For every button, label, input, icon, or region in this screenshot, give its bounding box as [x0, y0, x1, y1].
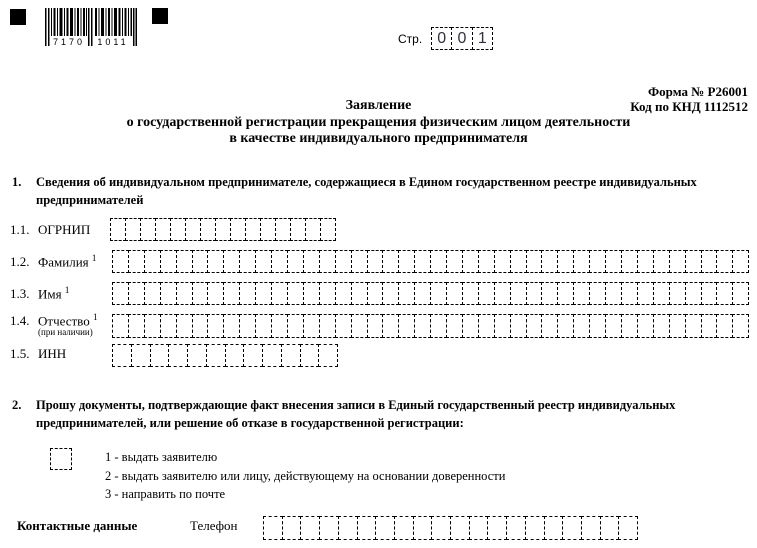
- ogrnip-cell[interactable]: [215, 218, 231, 241]
- surname-cell[interactable]: [303, 250, 320, 273]
- patronymic-cell[interactable]: [398, 314, 415, 338]
- name-cell[interactable]: [255, 282, 272, 305]
- phone-cell[interactable]: [282, 516, 302, 540]
- patronymic-cell[interactable]: [128, 314, 145, 338]
- phone-cell[interactable]: [487, 516, 507, 540]
- name-cell[interactable]: [335, 282, 352, 305]
- surname-cell[interactable]: [367, 250, 384, 273]
- phone-cell[interactable]: [544, 516, 564, 540]
- surname-cell[interactable]: [685, 250, 702, 273]
- patronymic-cell[interactable]: [494, 314, 511, 338]
- patronymic-cell[interactable]: [621, 314, 638, 338]
- ogrnip-cell[interactable]: [125, 218, 141, 241]
- surname-cell[interactable]: [335, 250, 352, 273]
- surname-cell[interactable]: [382, 250, 399, 273]
- ogrnip-cell[interactable]: [245, 218, 261, 241]
- patronymic-cell[interactable]: [223, 314, 240, 338]
- surname-cell[interactable]: [160, 250, 177, 273]
- name-input-row[interactable]: [112, 282, 749, 305]
- section-2-text: Прошу документы, подтверждающие факт внесения записи в Единый государственный реестр индивидуальных предпринимателей, или решение об отказе в государственной регистрации:: [36, 398, 676, 430]
- ogrnip-cell[interactable]: [140, 218, 156, 241]
- surname-input-row[interactable]: [112, 250, 749, 273]
- patronymic-cell[interactable]: [144, 314, 161, 338]
- patronymic-cell[interactable]: [573, 314, 590, 338]
- ogrnip-cell[interactable]: [275, 218, 291, 241]
- field-label-ogrnip: [10, 222, 90, 238]
- delivery-option-2: 2 - выдать заявителю или лицу, действующему на основании доверенности: [105, 468, 506, 483]
- patronymic-cell[interactable]: [589, 314, 606, 338]
- surname-cell[interactable]: [430, 250, 447, 273]
- registration-mark-right: [152, 8, 168, 24]
- patronymic-cell[interactable]: [303, 314, 320, 338]
- barcode-digits-left: 7170: [52, 37, 86, 46]
- field-title: Фамилия: [38, 254, 89, 270]
- footnote-marker: 1: [91, 253, 97, 263]
- page-number-cell: 1: [472, 27, 493, 50]
- name-cell[interactable]: [541, 282, 558, 305]
- patronymic-cell[interactable]: [478, 314, 495, 338]
- phone-cell[interactable]: [431, 516, 451, 540]
- page-number-cells: [431, 27, 493, 50]
- patronymic-cell[interactable]: [701, 314, 718, 338]
- phone-label: Телефон: [190, 518, 238, 533]
- field-title: ОГРНИП: [38, 222, 91, 237]
- footnote-marker: 1: [92, 312, 98, 322]
- barcode-digits-right: 1011: [97, 37, 129, 46]
- phone-cell[interactable]: [450, 516, 470, 540]
- ogrnip-cell[interactable]: [185, 218, 201, 241]
- surname-cell[interactable]: [669, 250, 686, 273]
- surname-cell[interactable]: [732, 250, 749, 273]
- inn-cell[interactable]: [262, 344, 282, 367]
- inn-input-row[interactable]: [112, 344, 338, 367]
- phone-cell[interactable]: [600, 516, 620, 540]
- inn-cell[interactable]: [168, 344, 188, 367]
- patronymic-cell[interactable]: [160, 314, 177, 338]
- name-cell[interactable]: [128, 282, 145, 305]
- name-cell[interactable]: [557, 282, 574, 305]
- ogrnip-cell[interactable]: [230, 218, 246, 241]
- patronymic-cell[interactable]: [239, 314, 256, 338]
- section-1-heading: [12, 173, 748, 209]
- surname-cell[interactable]: [176, 250, 193, 273]
- section-2-number: 2.: [12, 398, 22, 412]
- surname-cell[interactable]: [446, 250, 463, 273]
- patronymic-cell[interactable]: [526, 314, 543, 338]
- phone-cell[interactable]: [469, 516, 489, 540]
- phone-cell[interactable]: [338, 516, 358, 540]
- name-cell[interactable]: [398, 282, 415, 305]
- page-number-label: Стр.: [398, 32, 423, 46]
- phone-input-row[interactable]: [263, 516, 638, 540]
- patronymic-cell[interactable]: [176, 314, 193, 338]
- surname-cell[interactable]: [207, 250, 224, 273]
- inn-cell[interactable]: [187, 344, 207, 367]
- patronymic-cell[interactable]: [335, 314, 352, 338]
- ogrnip-input-row[interactable]: [110, 218, 336, 241]
- name-cell[interactable]: [144, 282, 161, 305]
- phone-cell[interactable]: [525, 516, 545, 540]
- name-cell[interactable]: [510, 282, 527, 305]
- surname-cell[interactable]: [398, 250, 415, 273]
- name-cell[interactable]: [605, 282, 622, 305]
- name-cell[interactable]: [223, 282, 240, 305]
- phone-cell[interactable]: [562, 516, 582, 540]
- name-cell[interactable]: [494, 282, 511, 305]
- phone-cell[interactable]: [506, 516, 526, 540]
- surname-cell[interactable]: [605, 250, 622, 273]
- contacts-label: Контактные данные: [17, 518, 138, 533]
- form-title: [0, 98, 757, 148]
- inn-cell[interactable]: [300, 344, 320, 367]
- surname-cell[interactable]: [128, 250, 145, 273]
- name-cell[interactable]: [526, 282, 543, 305]
- name-cell[interactable]: [637, 282, 654, 305]
- surname-cell[interactable]: [144, 250, 161, 273]
- surname-cell[interactable]: [557, 250, 574, 273]
- patronymic-cell[interactable]: [557, 314, 574, 338]
- section-2-heading: [12, 396, 748, 432]
- surname-cell[interactable]: [510, 250, 527, 273]
- patronymic-cell[interactable]: [255, 314, 272, 338]
- patronymic-cell[interactable]: [541, 314, 558, 338]
- phone-cell[interactable]: [357, 516, 377, 540]
- section-1-text: Сведения об индивидуальном предпринимателе, содержащиеся в Едином государственном реестре индивидуальных предпринимателей: [36, 175, 697, 207]
- inn-cell[interactable]: [206, 344, 226, 367]
- patronymic-cell[interactable]: [637, 314, 654, 338]
- patronymic-cell[interactable]: [605, 314, 622, 338]
- name-cell[interactable]: [271, 282, 288, 305]
- patronymic-cell[interactable]: [430, 314, 447, 338]
- patronymic-cell[interactable]: [271, 314, 288, 338]
- name-cell[interactable]: [160, 282, 177, 305]
- patronymic-cell[interactable]: [207, 314, 224, 338]
- patronymic-cell[interactable]: [716, 314, 733, 338]
- name-cell[interactable]: [239, 282, 256, 305]
- name-cell[interactable]: [716, 282, 733, 305]
- inn-cell[interactable]: [112, 344, 132, 367]
- name-cell[interactable]: [589, 282, 606, 305]
- registration-mark-left: [10, 9, 26, 25]
- ogrnip-cell[interactable]: [110, 218, 126, 241]
- surname-cell[interactable]: [239, 250, 256, 273]
- field-label-name: [10, 285, 69, 302]
- patronymic-cell[interactable]: [367, 314, 384, 338]
- delivery-options: [105, 448, 505, 504]
- name-cell[interactable]: [382, 282, 399, 305]
- field-number: 1.1.: [10, 222, 30, 237]
- page-number-cell: 0: [451, 27, 472, 50]
- title-line-1: Заявление: [345, 98, 412, 113]
- surname-cell[interactable]: [319, 250, 336, 273]
- ogrnip-cell[interactable]: [170, 218, 186, 241]
- inn-cell[interactable]: [225, 344, 245, 367]
- surname-cell[interactable]: [112, 250, 129, 273]
- ogrnip-cell[interactable]: [155, 218, 171, 241]
- name-cell[interactable]: [414, 282, 431, 305]
- title-line-2: о государственной регистрации прекращения физическим лицом деятельности: [126, 114, 631, 130]
- patronymic-cell[interactable]: [685, 314, 702, 338]
- name-cell[interactable]: [669, 282, 686, 305]
- delivery-method-checkbox[interactable]: [50, 448, 72, 470]
- surname-cell[interactable]: [573, 250, 590, 273]
- phone-cell[interactable]: [375, 516, 395, 540]
- footnote-marker: 1: [64, 285, 70, 295]
- inn-cell[interactable]: [281, 344, 301, 367]
- patronymic-cell[interactable]: [510, 314, 527, 338]
- name-cell[interactable]: [430, 282, 447, 305]
- name-cell[interactable]: [319, 282, 336, 305]
- name-cell[interactable]: [303, 282, 320, 305]
- name-cell[interactable]: [573, 282, 590, 305]
- phone-cell[interactable]: [618, 516, 638, 540]
- field-number: 1.2.: [10, 254, 30, 270]
- name-cell[interactable]: [207, 282, 224, 305]
- field-label-inn: [10, 346, 66, 362]
- phone-cell[interactable]: [263, 516, 283, 540]
- name-cell[interactable]: [446, 282, 463, 305]
- knd-code: Код по КНД 1112512: [630, 99, 748, 114]
- name-cell[interactable]: [462, 282, 479, 305]
- barcode-image: [45, 8, 137, 46]
- inn-cell[interactable]: [150, 344, 170, 367]
- surname-cell[interactable]: [541, 250, 558, 273]
- surname-cell[interactable]: [653, 250, 670, 273]
- name-cell[interactable]: [351, 282, 368, 305]
- name-cell[interactable]: [701, 282, 718, 305]
- surname-cell[interactable]: [621, 250, 638, 273]
- name-cell[interactable]: [192, 282, 209, 305]
- inn-cell[interactable]: [131, 344, 151, 367]
- name-cell[interactable]: [653, 282, 670, 305]
- name-cell[interactable]: [287, 282, 304, 305]
- ogrnip-cell[interactable]: [260, 218, 276, 241]
- surname-cell[interactable]: [462, 250, 479, 273]
- section-1-number: 1.: [12, 175, 22, 189]
- field-number: 1.4.: [10, 313, 30, 329]
- surname-cell[interactable]: [223, 250, 240, 273]
- ogrnip-cell[interactable]: [200, 218, 216, 241]
- field-title: ИНН: [38, 346, 67, 361]
- surname-cell[interactable]: [701, 250, 718, 273]
- surname-cell[interactable]: [351, 250, 368, 273]
- patronymic-cell[interactable]: [319, 314, 336, 338]
- phone-cell[interactable]: [300, 516, 320, 540]
- patronymic-cell[interactable]: [653, 314, 670, 338]
- ogrnip-cell[interactable]: [320, 218, 336, 241]
- surname-cell[interactable]: [271, 250, 288, 273]
- name-cell[interactable]: [367, 282, 384, 305]
- surname-cell[interactable]: [255, 250, 272, 273]
- field-title: Отчество: [38, 313, 90, 329]
- name-cell[interactable]: [621, 282, 638, 305]
- surname-cell[interactable]: [526, 250, 543, 273]
- surname-cell[interactable]: [192, 250, 209, 273]
- delivery-option-1: 1 - выдать заявителю: [105, 450, 218, 464]
- title-line-3: в качестве индивидуального предпринимателя: [229, 131, 528, 146]
- patronymic-cell[interactable]: [382, 314, 399, 338]
- patronymic-cell[interactable]: [462, 314, 479, 338]
- patronymic-cell[interactable]: [287, 314, 304, 338]
- inn-cell[interactable]: [243, 344, 263, 367]
- form-barcode: [45, 8, 137, 46]
- page-number-cell: 0: [431, 27, 452, 50]
- phone-cell[interactable]: [394, 516, 414, 540]
- delivery-option-3: 3 - направить по почте: [105, 487, 226, 501]
- patronymic-cell[interactable]: [669, 314, 686, 338]
- surname-cell[interactable]: [716, 250, 733, 273]
- field-number: 1.5.: [10, 346, 30, 361]
- phone-cell[interactable]: [413, 516, 433, 540]
- patronymic-cell[interactable]: [732, 314, 749, 338]
- inn-cell[interactable]: [318, 344, 338, 367]
- patronymic-cell[interactable]: [112, 314, 129, 338]
- patronymic-cell[interactable]: [192, 314, 209, 338]
- surname-cell[interactable]: [494, 250, 511, 273]
- surname-cell[interactable]: [637, 250, 654, 273]
- surname-cell[interactable]: [287, 250, 304, 273]
- field-label-surname: [10, 253, 96, 270]
- name-cell[interactable]: [112, 282, 129, 305]
- phone-cell[interactable]: [581, 516, 601, 540]
- patronymic-input-row[interactable]: [112, 314, 749, 338]
- patronymic-cell[interactable]: [414, 314, 431, 338]
- name-cell[interactable]: [176, 282, 193, 305]
- phone-cell[interactable]: [319, 516, 339, 540]
- name-cell[interactable]: [732, 282, 749, 305]
- ogrnip-cell[interactable]: [290, 218, 306, 241]
- patronymic-cell[interactable]: [351, 314, 368, 338]
- name-cell[interactable]: [478, 282, 495, 305]
- field-note-patronymic: (при наличии): [38, 327, 93, 337]
- form-number: Форма № Р26001: [648, 84, 748, 99]
- field-number: 1.3.: [10, 286, 30, 302]
- name-cell[interactable]: [685, 282, 702, 305]
- surname-cell[interactable]: [478, 250, 495, 273]
- ogrnip-cell[interactable]: [305, 218, 321, 241]
- field-title: Имя: [38, 286, 62, 302]
- surname-cell[interactable]: [414, 250, 431, 273]
- surname-cell[interactable]: [589, 250, 606, 273]
- patronymic-cell[interactable]: [446, 314, 463, 338]
